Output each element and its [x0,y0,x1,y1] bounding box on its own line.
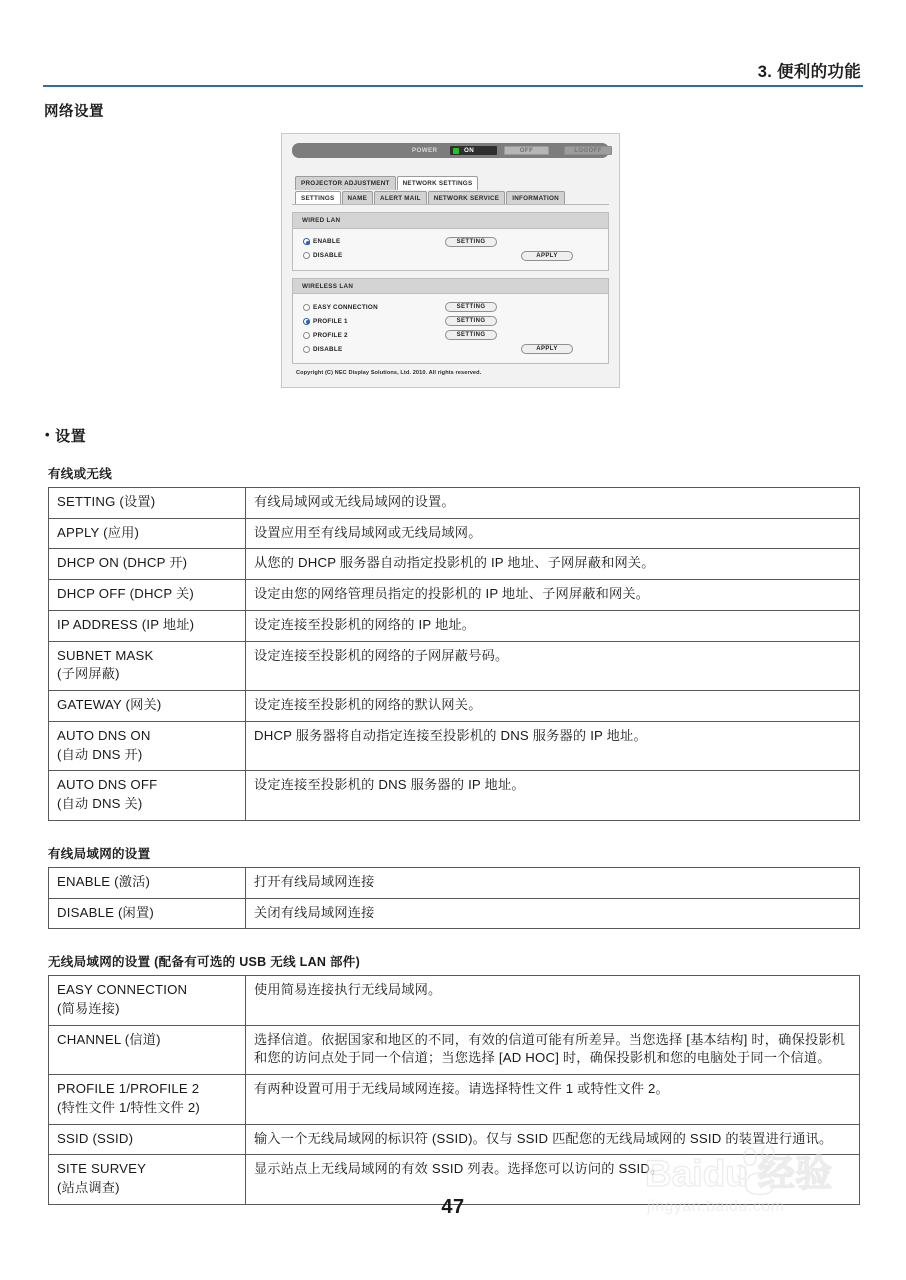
table-cell-key [49,771,246,820]
wireless-easy-connection-row[interactable] [293,300,608,314]
key-line-1: AUTO DNS ON [57,727,151,743]
settings-heading [45,425,863,446]
table-cell-desc: 使用简易连接执行无线局域网。 [246,976,860,1025]
easy-connection-setting-button[interactable]: SETTING [445,302,497,312]
key-line-1: APPLY (应用) [57,524,140,540]
watermark-main-text: Baidu 经验 [645,1153,833,1194]
wired-disable-label: DISABLE [313,252,343,259]
wired-lan-disable-row[interactable] [293,249,608,263]
wired-apply-button[interactable]: APPLY [521,251,573,261]
table-row [49,641,860,690]
page-header [43,62,863,87]
page-number: 47 [441,1196,465,1218]
table-cell-key [49,610,246,641]
table-wired-or-wireless [48,487,860,821]
table-cell-desc: 显示站点上无线局域网的有效 SSID 列表。选择您可以访问的 SSID。 [246,1155,860,1204]
table-cell-key [49,549,246,580]
table-row [49,721,860,770]
table-cell-key [49,976,246,1025]
table-cell-key [49,1075,246,1124]
secondary-tab-bar [292,191,609,206]
key-line-1: SUBNET MASK [57,647,154,663]
table-cell-key [49,721,246,770]
table-cell-desc: 设定连接至投影机的 DNS 服务器的 IP 地址。 [246,771,860,820]
wireless-profile-1-row[interactable] [293,314,608,328]
profile-1-setting-button[interactable]: SETTING [445,316,497,326]
easy-connection-label: EASY CONNECTION [313,303,378,311]
table-row [49,976,860,1025]
copyright-notice: Copyright (C) NEC Display Solutions, Ltd. 2010. All rights reserved. [296,370,482,376]
tab-projector-adjustment[interactable]: PROJECTOR ADJUSTMENT [295,176,396,190]
table-row [49,1124,860,1155]
key-line-1: CHANNEL (信道) [57,1031,161,1047]
table-row [49,691,860,722]
wired-lan-body [293,229,608,270]
profile-2-label: PROFILE 2 [313,331,348,339]
table-wired-lan-settings [48,867,860,929]
table-cell-key [49,580,246,611]
wireless-disable-label: DISABLE [313,345,343,353]
table-row [49,518,860,549]
table-cell-key [49,1025,246,1074]
header-rule [43,85,863,87]
radio-icon-wired-enable[interactable] [303,238,310,245]
tab-information[interactable]: INFORMATION [506,191,565,205]
table-caption-wired-lan-settings: 有线局域网的设置 [48,846,151,861]
table-row [49,771,860,820]
table-caption-wired-or-wireless: 有线或无线 [48,467,113,481]
key-line-2: (特性文件 1/特性文件 2) [57,1099,200,1115]
primary-tab-bar [292,176,609,190]
table-row [49,898,860,929]
table-cell-desc: 设定连接至投影机的网络的子网屏蔽号码。 [246,641,860,690]
wireless-lan-title: WIRELESS LAN [293,279,608,295]
key-line-1: PROFILE 1/PROFILE 2 [57,1081,200,1097]
wired-enable-setting-button[interactable]: SETTING [445,237,497,247]
radio-icon-easy-connection[interactable] [303,304,310,311]
key-line-2: (站点调查) [57,1180,120,1196]
tab-settings[interactable]: SETTINGS [295,191,341,205]
table-cell-desc: 设置应用至有线局域网或无线局域网。 [246,518,860,549]
key-line-1: DHCP OFF (DHCP 关) [57,586,194,602]
tab-network-service[interactable]: NETWORK SERVICE [428,191,506,205]
radio-icon-profile-1[interactable] [303,318,310,325]
key-line-1: IP ADDRESS (IP 地址) [57,616,195,632]
table-cell-desc: 选择信道。依据国家和地区的不同，有效的信道可能有所差异。当您选择 [基本结构] 时，确保投影机和您的访问点处于同一个信道；当您选择 [AD HOC] 时，确保投影机和您的电脑处于同一个信道。 [246,1025,860,1074]
table-cell-desc: 关闭有线局域网连接 [246,898,860,929]
wired-enable-label: ENABLE [313,238,341,245]
table-cell-desc: DHCP 服务器将自动指定连接至投影机的 DNS 服务器的 IP 地址。 [246,721,860,770]
table-cell-desc: 设定由您的网络管理员指定的投影机的 IP 地址、子网屏蔽和网关。 [246,580,860,611]
table-cell-key [49,691,246,722]
table-cell-key [49,898,246,929]
table-row [49,1025,860,1074]
wireless-lan-group [292,278,609,365]
tab-alert-mail[interactable]: ALERT MAIL [374,191,427,205]
power-bar [292,143,609,158]
wireless-lan-body [293,294,608,363]
table-wireless-lan-settings [48,975,860,1205]
wireless-apply-button[interactable]: APPLY [521,344,573,354]
content-body [43,425,863,1228]
tab-name[interactable]: NAME [342,191,374,205]
radio-icon-wireless-disable[interactable] [303,346,310,353]
table-cell-key [49,488,246,519]
profile-1-label: PROFILE 1 [313,317,348,325]
table-cell-desc: 设定连接至投影机的网络的 IP 地址。 [246,610,860,641]
table-row [49,488,860,519]
table-cell-desc: 设定连接至投影机的网络的默认网关。 [246,691,860,722]
radio-icon-wired-disable[interactable] [303,252,310,259]
watermark-sub-text: jingyan.baidu.com [647,1198,785,1215]
key-line-1: SITE SURVEY [57,1161,147,1177]
key-line-1: ENABLE (激活) [57,873,151,889]
bullet-icon: • [45,427,51,442]
wireless-disable-row[interactable] [293,342,608,356]
table-cell-key [49,867,246,898]
key-line-1: SSID (SSID) [57,1130,134,1146]
table-caption-wireless-lan-settings: 无线局域网的设置 (配备有可选的 USB 无线 LAN 部件) [48,955,361,970]
key-line-2: (子网屏蔽) [57,666,120,682]
radio-icon-profile-2[interactable] [303,332,310,339]
settings-heading-label: 设置 [55,428,87,445]
logoff-button[interactable]: LOGOFF [564,146,612,155]
page-title: 网络设置 [44,104,104,120]
power-on-label: ON [464,147,475,154]
table-cell-key [49,1124,246,1155]
wired-lan-title: WIRED LAN [293,213,608,229]
key-line-2: (自动 DNS 关) [57,796,143,812]
table-cell-key [49,641,246,690]
power-led-icon [453,148,459,154]
key-line-1: GATEWAY (网关) [57,697,162,713]
table-row [49,867,860,898]
table-row [49,580,860,611]
key-line-2: (自动 DNS 开) [57,746,143,762]
key-line-2: (简易连接) [57,1001,120,1017]
wireless-profile-2-row[interactable] [293,328,608,342]
table-row [49,549,860,580]
table-cell-desc: 有两种设置可用于无线局域网连接。请选择特性文件 1 或特性文件 2。 [246,1075,860,1124]
table-row [49,1075,860,1124]
wired-lan-group [292,212,609,271]
key-line-1: EASY CONNECTION [57,982,188,998]
power-on-button[interactable] [450,146,497,155]
table-row [49,610,860,641]
table-cell-desc: 打开有线局域网连接 [246,867,860,898]
wired-lan-enable-row[interactable] [293,235,608,249]
key-line-1: DHCP ON (DHCP 开) [57,555,188,571]
chapter-title: 3. 便利的功能 [757,63,861,81]
power-label: POWER [412,147,438,154]
key-line-1: AUTO DNS OFF [57,777,158,793]
key-line-1: DISABLE (闲置) [57,904,154,920]
table-cell-desc: 有线局域网或无线局域网的设置。 [246,488,860,519]
projector-web-ui-screenshot [281,133,620,388]
table-cell-key [49,518,246,549]
table-cell-desc: 从您的 DHCP 服务器自动指定投影机的 IP 地址、子网屏蔽和网关。 [246,549,860,580]
key-line-1: SETTING (设置) [57,494,156,509]
profile-2-setting-button[interactable]: SETTING [445,330,497,340]
tab-network-settings[interactable]: NETWORK SETTINGS [397,176,479,190]
power-off-button[interactable]: OFF [504,146,549,155]
table-cell-desc: 输入一个无线局域网的标识符 (SSID)。仅与 SSID 匹配您的无线局域网的 SSID 的装置进行通讯。 [246,1124,860,1155]
